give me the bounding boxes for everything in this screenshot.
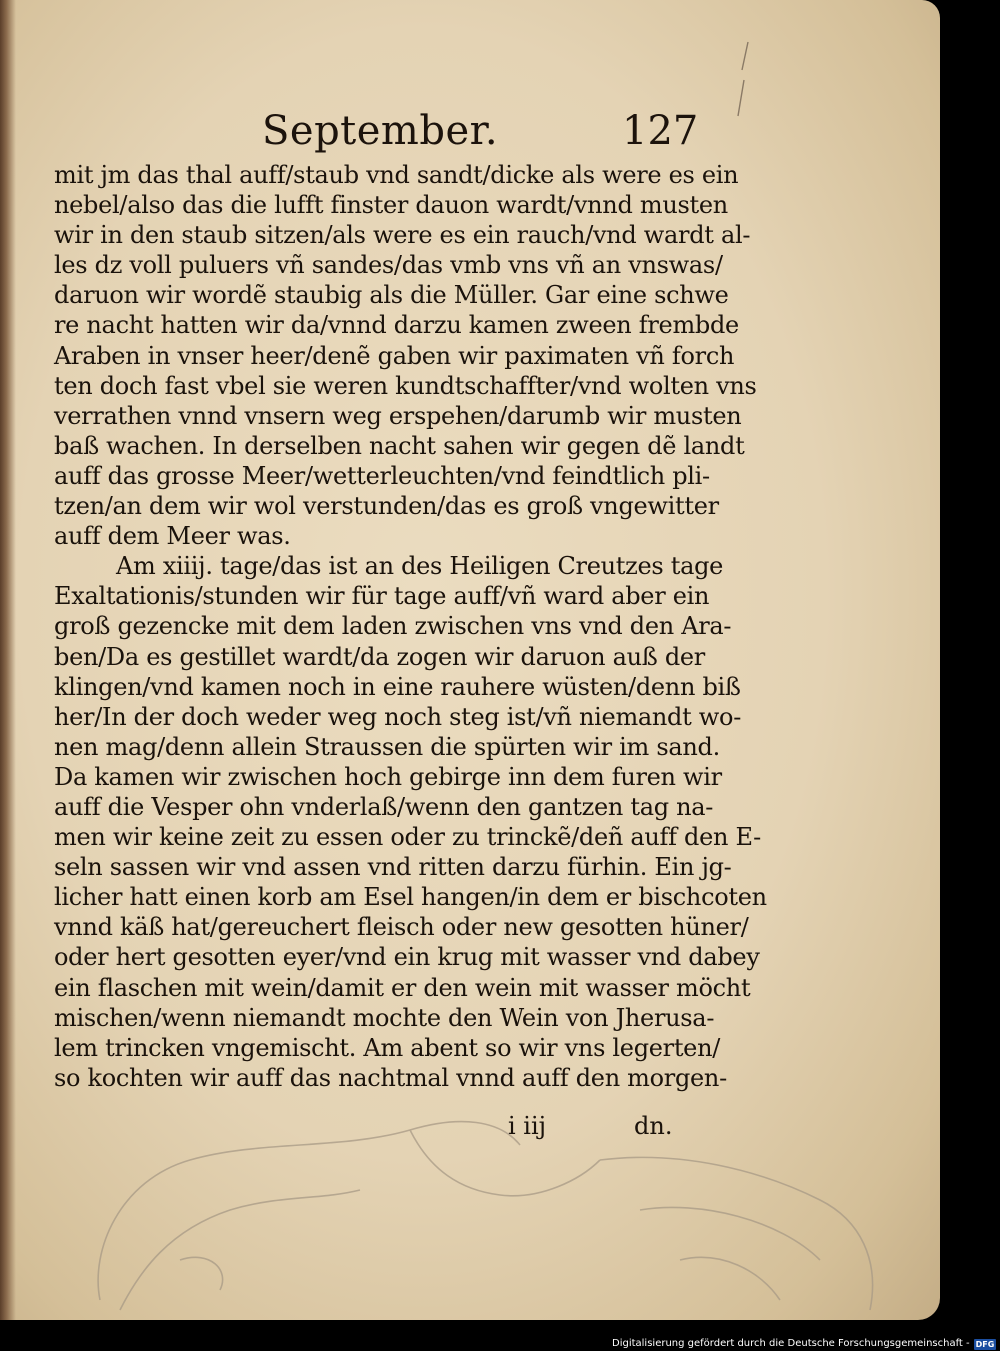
text-line: auff das grosse Meer/wetterleuchten/vnd feindtlich pli-	[54, 461, 710, 490]
text-line: Exaltationis/stunden wir für tage auff/vñ ward aber ein	[54, 582, 710, 611]
text-line: her/In der doch weder weg noch steg ist/vñ niemandt wo-	[54, 702, 742, 731]
text-line: mischen/wenn niemandt mochte den Wein von Jherusa-	[54, 1003, 715, 1032]
text-line: auff dem Meer was.	[54, 522, 291, 551]
text-line: men wir keine zeit zu essen oder zu trinckẽ/deñ auff den E-	[54, 823, 761, 852]
text-line: so kochten wir auff das nachtmal vnnd auff den morgen-	[54, 1063, 727, 1092]
catchword: dn.	[634, 1112, 673, 1140]
text-line: lem trincken vngemischt. Am abent so wir vns legerten/	[54, 1033, 721, 1062]
pencil-sketch-drawing	[80, 1100, 920, 1320]
running-head: September.	[262, 108, 499, 154]
text-line: verrathen vnnd vnsern weg erspehen/darumb wir musten	[54, 401, 742, 430]
text-line: auff die Vesper ohn vnderlaß/wenn den gantzen tag na-	[54, 792, 714, 821]
text-line: daruon wir wordẽ staubig als die Müller. Gar eine schwe	[54, 281, 729, 310]
text-line: ben/Da es gestillet wardt/da zogen wir daruon auß der	[54, 642, 705, 671]
text-line: Araben in vnser heer/denẽ gaben wir paximaten vñ forch	[54, 341, 735, 370]
signature-mark: i iij	[508, 1112, 547, 1140]
text-line: nen mag/denn allein Straussen die spürten wir im sand.	[54, 732, 720, 761]
text-line: ten doch fast vbel sie weren kundtschaffter/vnd wolten vns	[54, 371, 757, 400]
text-line: oder hert gesotten eyer/vnd ein krug mit wasser vnd dabey	[54, 943, 760, 972]
text-line: re nacht hatten wir da/vnnd darzu kamen zween frembde	[54, 311, 739, 340]
text-line: mit jm das thal auff/staub vnd sandt/dicke als were es ein	[54, 161, 739, 189]
text-line: baß wachen. In derselben nacht sahen wir gegen dẽ landt	[54, 431, 745, 460]
text-line: Da kamen wir zwischen hoch gebirge inn dem furen wir	[54, 762, 722, 791]
page-header	[0, 108, 940, 158]
body-text	[54, 160, 767, 1093]
text-line: klingen/vnd kamen noch in eine rauhere wüsten/denn biß	[54, 672, 741, 701]
dfg-logo: DFG	[975, 1339, 995, 1349]
text-line: seln sassen wir vnd assen vnd ritten darzu fürhin. Ein jg-	[54, 853, 732, 882]
paragraph-start-line: Am xiiij. tage/das ist an des Heiligen Creutzes tage	[116, 552, 724, 581]
text-line: nebel/also das die lufft finster dauon wardt/vnnd musten	[54, 191, 728, 220]
text-line: wir in den staub sitzen/als were es ein rauch/vnd wardt al-	[54, 221, 751, 250]
text-line: vnnd käß hat/gereuchert fleisch oder new gesotten hüner/	[54, 913, 749, 942]
text-line: groß gezencke mit dem laden zwischen vns vnd den Ara-	[54, 612, 732, 641]
text-line: tzen/an dem wir wol verstunden/das es groß vngewitter	[54, 492, 719, 521]
text-line: ein flaschen mit wein/damit er den wein mit wasser möcht	[54, 973, 751, 1002]
text-line: licher hatt einen korb am Esel hangen/in dem er bischcoten	[54, 883, 767, 912]
text-line: les dz voll puluers vñ sandes/das vmb vns vñ an vnswas/	[54, 251, 723, 280]
digitization-credit	[612, 1337, 996, 1351]
credit-text: Digitalisierung gefördert durch die Deutsche Forschungsgemeinschaft -	[612, 1338, 970, 1349]
page-number: 127	[622, 108, 699, 154]
